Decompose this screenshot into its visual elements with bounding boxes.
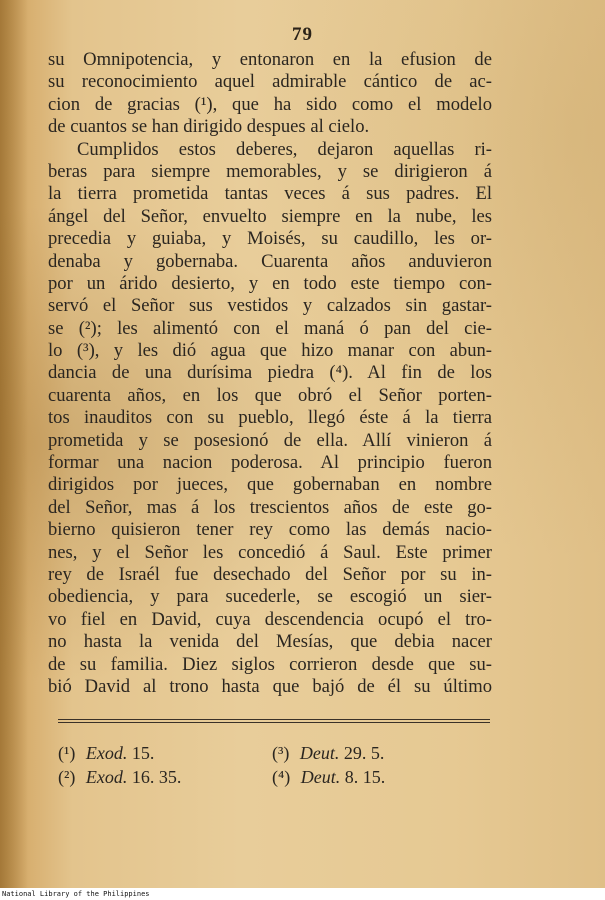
text-line: la tierra prometida tantas veces á sus padres. El bbox=[48, 183, 492, 205]
text-line: dirigidos por jueces, que gobernaban en nombre bbox=[48, 474, 492, 496]
footnote-marker: (⁴) bbox=[272, 767, 291, 787]
text-line: lo (³), y les dió agua que hizo manar con abun- bbox=[48, 340, 492, 362]
footnote-2 bbox=[58, 765, 272, 789]
footnote-location: 8. 15. bbox=[344, 767, 386, 787]
text-line: de cuantos se han dirigido despues al cielo. bbox=[48, 116, 370, 138]
footnote-marker: (¹) bbox=[58, 743, 76, 763]
footnote-book: Exod. bbox=[85, 767, 128, 787]
footnote-row bbox=[58, 765, 498, 789]
scan-credit-bar bbox=[0, 889, 605, 900]
text-line: no hasta la venida del Mesías, que debia nacer bbox=[48, 631, 492, 653]
text-line: precedia y guiaba, y Moisés, su caudillo, les or- bbox=[48, 228, 492, 250]
page-number: 79 bbox=[292, 24, 313, 45]
body-text bbox=[48, 49, 492, 698]
footnote-1 bbox=[58, 741, 272, 765]
footnote-book: Deut. bbox=[300, 767, 341, 787]
text-line: beras para siempre memorables, y se dirigieron á bbox=[48, 160, 492, 182]
text-line: Cumplidos estos deberes, dejaron aquellas ri- bbox=[77, 138, 492, 160]
footnote-book: Exod. bbox=[85, 743, 128, 763]
footnote-location: 15. bbox=[131, 743, 155, 763]
text-line: de su familia. Diez siglos corrieron desde que su- bbox=[48, 653, 492, 675]
text-line: nes, y el Señor les concedió á Saul. Este primer bbox=[48, 541, 492, 563]
footnotes bbox=[58, 741, 498, 789]
text-line: por un árido desierto, y en todo este tiempo con- bbox=[48, 272, 492, 294]
footnote-marker: (³) bbox=[272, 743, 290, 763]
text-line: denaba y gobernaba. Cuarenta años anduvieron bbox=[48, 250, 492, 272]
footnote-book: Deut. bbox=[299, 743, 340, 763]
text-line: bió David al trono hasta que bajó de él su último bbox=[48, 675, 492, 697]
footnote-location: 16. 35. bbox=[131, 767, 182, 787]
text-line: obediencia, y para sucederle, se escogió un sier- bbox=[48, 586, 492, 608]
text-line: servó el Señor sus vestidos y calzados sin gastar- bbox=[48, 295, 492, 317]
text-line: rey de Israél fue desechado del Señor por su in- bbox=[48, 563, 492, 585]
footnote-4 bbox=[272, 765, 385, 789]
page-gutter-shadow bbox=[0, 0, 28, 888]
footnote-marker: (²) bbox=[58, 767, 76, 787]
footnote-divider bbox=[58, 719, 490, 723]
text-line: vo fiel en David, cuya descendencia ocupó el tro- bbox=[48, 608, 492, 630]
text-line: bierno quisieron tener rey como las demás nacio- bbox=[48, 519, 492, 541]
text-line: cion de gracias (¹), que ha sido como el modelo bbox=[48, 93, 492, 115]
text-line: se (²); les alimentó con el maná ó pan del cie- bbox=[48, 317, 492, 339]
text-line: prometida y se posesionó de ella. Allí vinieron á bbox=[48, 429, 492, 451]
footnote-row bbox=[58, 741, 498, 765]
text-line: tos inauditos con su pueblo, llegó éste á la tierra bbox=[48, 407, 492, 429]
text-line: su reconocimiento aquel admirable cántico de ac- bbox=[48, 71, 492, 93]
text-line: su Omnipotencia, y entonaron en la efusion de bbox=[48, 49, 492, 70]
scan-credit: National Library of the Philippines bbox=[2, 890, 150, 898]
text-line: ángel del Señor, envuelto siempre en la nube, les bbox=[48, 205, 492, 227]
text-line: cuarenta años, en los que obró el Señor porten- bbox=[48, 384, 492, 406]
text-line: del Señor, mas á los trescientos años de este go- bbox=[48, 496, 492, 518]
footnote-3 bbox=[272, 741, 384, 765]
text-line: formar una nacion poderosa. Al principio fueron bbox=[48, 452, 492, 474]
text-line: dancia de una durísima piedra (⁴). Al fin de los bbox=[48, 362, 492, 384]
footnote-location: 29. 5. bbox=[343, 743, 385, 763]
